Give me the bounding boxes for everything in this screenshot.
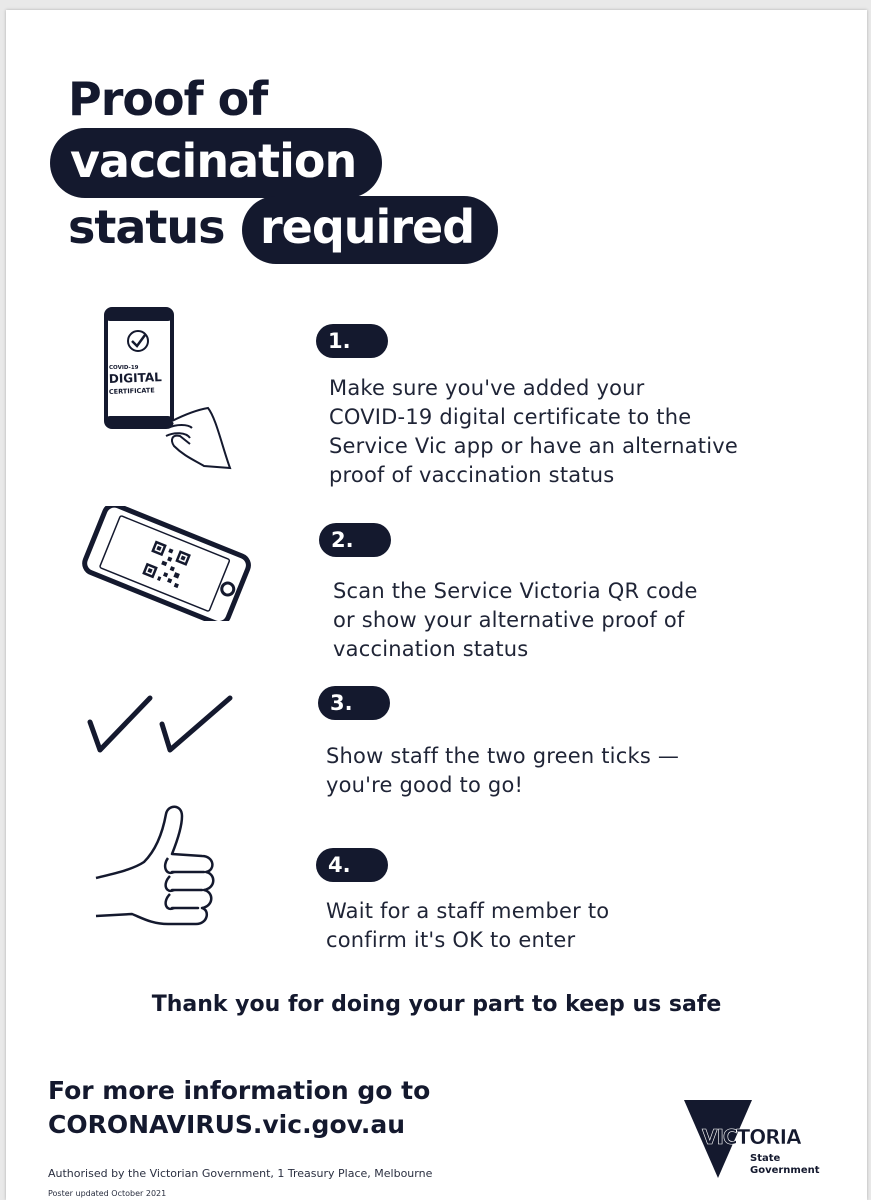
thumbs-up-illustration: [92, 800, 232, 940]
logo-sub-2: Government: [750, 1165, 820, 1176]
card-small-label: COVID-19: [109, 365, 139, 371]
step-1-badge: 1.: [316, 324, 388, 358]
title-line-1: Proof of: [68, 72, 268, 126]
updated-text: Poster updated October 2021: [48, 1189, 167, 1198]
more-info-url[interactable]: CORONAVIRUS.vic.gov.au: [48, 1110, 406, 1139]
more-info-line-1: For more information go to: [48, 1076, 431, 1105]
step-1-text: Make sure you've added your COVID-19 digital certificate to the Service Vic app or have an alternative proof of vaccination status: [329, 376, 738, 487]
more-info: [48, 1074, 430, 1142]
logo-word: VICTORIA: [702, 1125, 801, 1149]
step-3-text: Show staff the two green ticks — you're good to go!: [326, 744, 680, 797]
victoria-government-logo: [684, 1098, 834, 1180]
phone-certificate-illustration: [96, 306, 236, 471]
step-4-badge: 4.: [316, 848, 388, 882]
poster: [6, 10, 867, 1200]
step-2-text: Scan the Service Victoria QR code or show your alternative proof of vaccination status: [333, 579, 698, 661]
card-label-2: CERTIFICATE: [108, 386, 155, 396]
title-line-2: vaccination: [50, 128, 382, 198]
logo-sub-1: State: [750, 1153, 781, 1164]
step-2-badge: 2.: [319, 523, 391, 557]
title-line-3a: status: [68, 200, 225, 254]
card-label-1: DIGITAL: [108, 370, 163, 386]
step-3-badge: 3.: [318, 686, 390, 720]
title-line-3b: required: [242, 196, 498, 264]
two-ticks-illustration: [84, 692, 244, 762]
phone-qr-illustration: [76, 506, 256, 621]
authorised-text: Authorised by the Victorian Government, 1 Treasury Place, Melbourne: [48, 1167, 433, 1180]
thanks-message: Thank you for doing your part to keep us safe: [151, 992, 722, 1017]
step-4-text: Wait for a staff member to confirm it's OK to enter: [326, 899, 610, 952]
